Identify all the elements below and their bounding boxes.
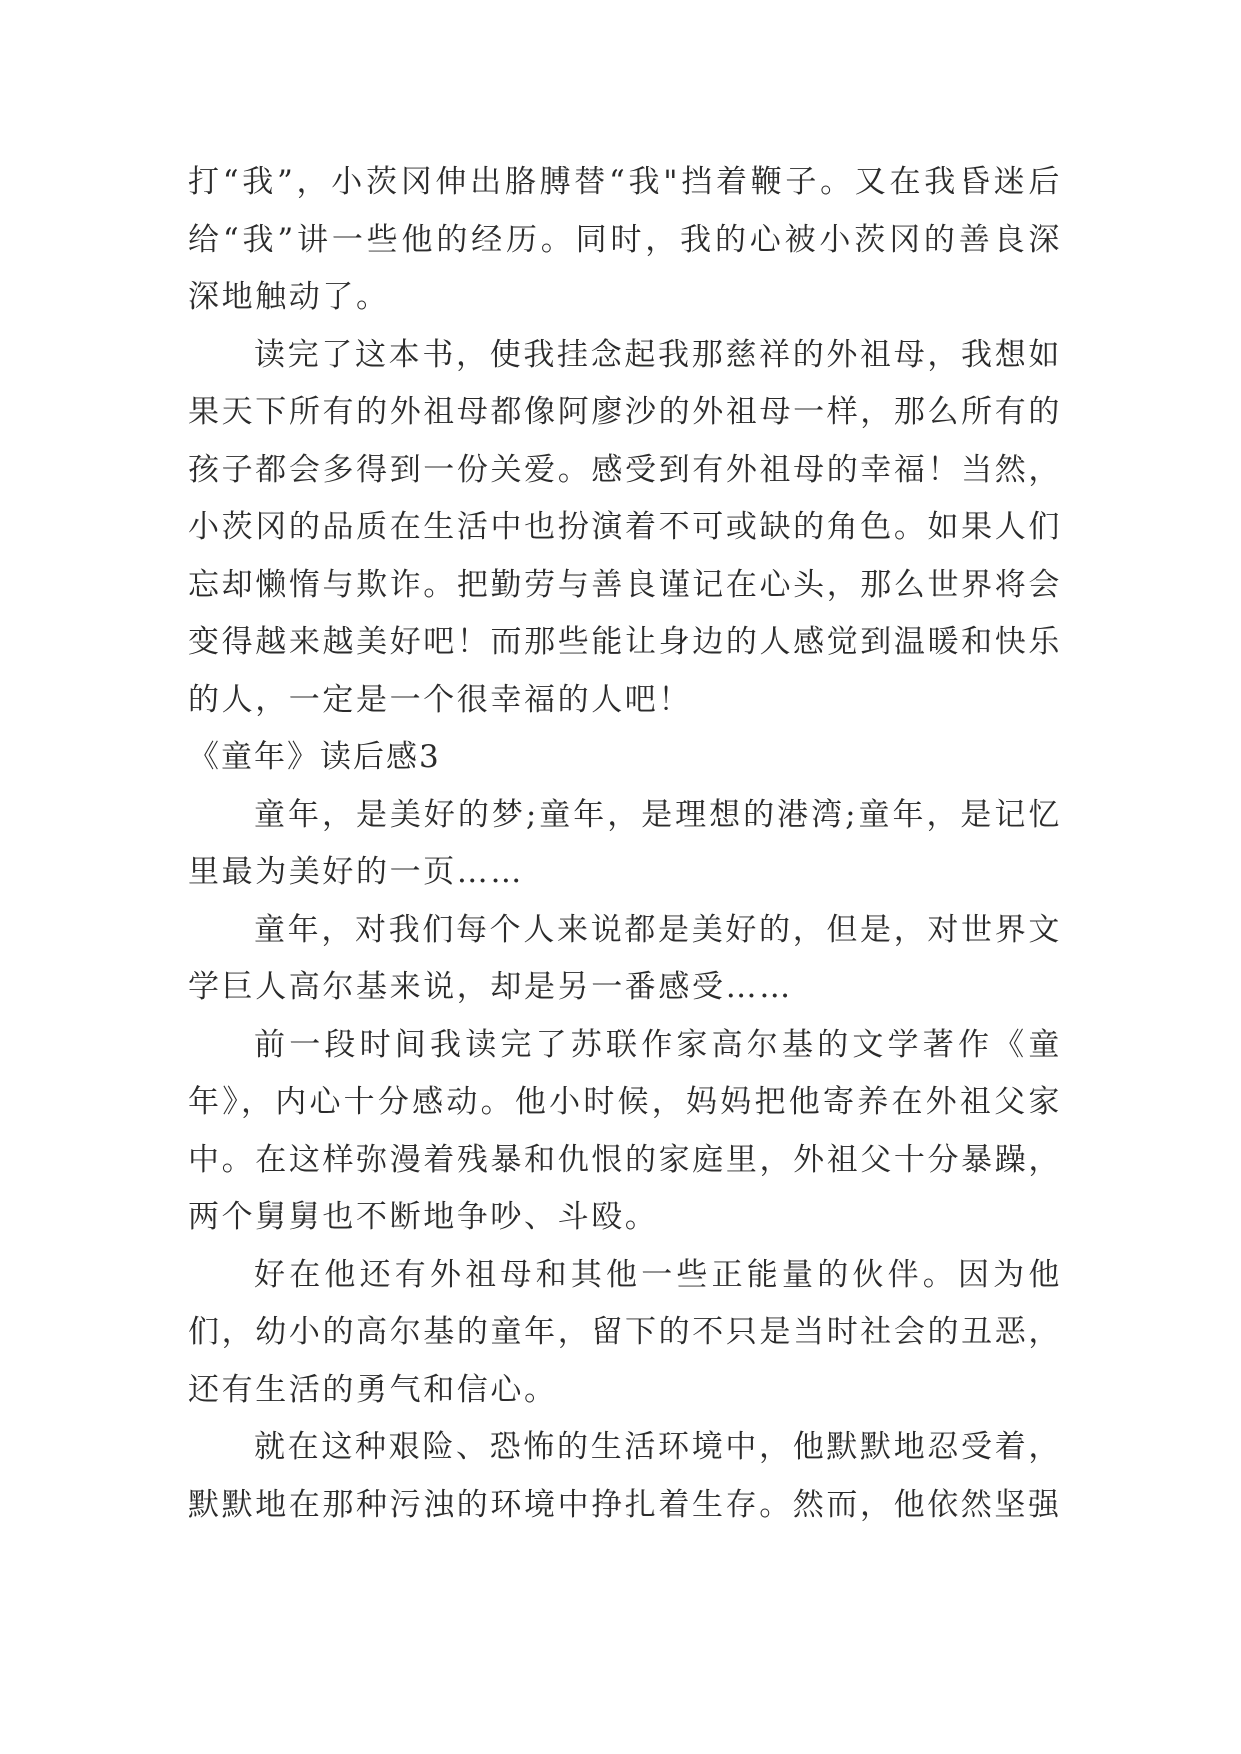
section-heading: 《童年》读后感3: [188, 739, 441, 775]
paragraph-3: 童年，是美好的梦;童年，是理想的港湾;童年，是记忆里最为美好的一页……: [188, 796, 1062, 890]
paragraph-6: 好在他还有外祖母和其他一些正能量的伙伴。因为他们，幼小的高尔基的童年，留下的不只是当时社会的丑恶，还有生活的勇气和信心。: [188, 1256, 1062, 1408]
paragraph-7: 就在这种艰险、恐怖的生活环境中，他默默地忍受着，默默地在那种污浊的环境中挣扎着生存。然而，他依然坚强: [188, 1429, 1062, 1523]
paragraph-5: 前一段时间我读完了苏联作家高尔基的文学著作《童年》，内心十分感动。他小时候，妈妈把他寄养在外祖父家中。在这样弥漫着残暴和仇恨的家庭里，外祖父十分暴躁，两个舅舅也不断地争吵、斗殴。: [188, 1026, 1062, 1235]
paragraph-1: 打“我”，小茨冈伸出胳膊替“我"挡着鞭子。又在我昏迷后给“我”讲一些他的经历。同时，我的心被小茨冈的善良深深地触动了。: [188, 164, 1062, 315]
paragraph-4: 童年，对我们每个人来说都是美好的，但是，对世界文学巨人高尔基来说，却是另一番感受……: [188, 911, 1062, 1005]
paragraph-2: 读完了这本书，使我挂念起我那慈祥的外祖母，我想如果天下所有的外祖母都像阿廖沙的外祖母一样，那么所有的孩子都会多得到一份关爱。感受到有外祖母的幸福！当然，小茨冈的品质在生活中也扮演着不可或缺的角色。如果人们忘却懒惰与欺诈。把勤劳与善良谨记在心头，那么世界将会变得越来越美好吧！而那些能让身边的人感觉到温暖和快乐的人，一定是一个很幸福的人吧！: [188, 336, 1062, 718]
document-body: [188, 154, 1062, 1534]
